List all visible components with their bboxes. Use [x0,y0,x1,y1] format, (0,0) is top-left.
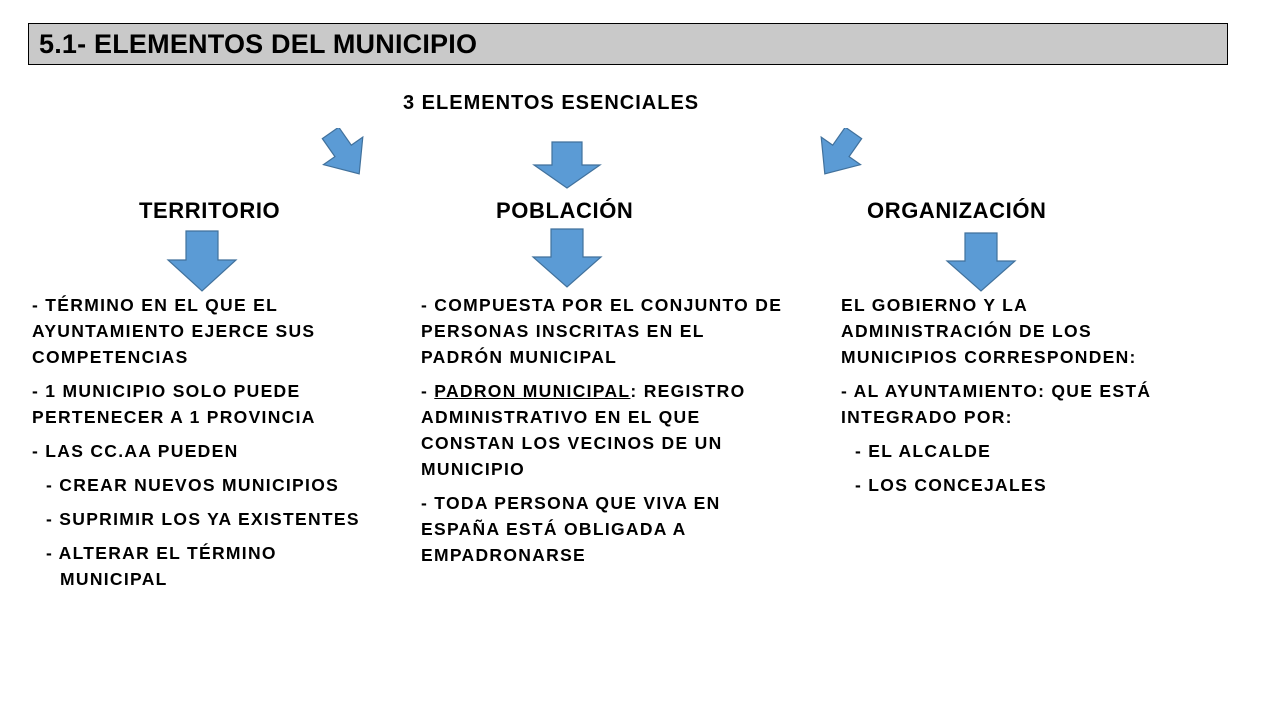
territorio-subitem-2: - SUPRIMIR LOS YA EXISTENTES [46,509,360,529]
poblacion-item-1: - COMPUESTA POR EL CONJUNTO DE PERSONAS INSCRITAS EN EL PADRÓN MUNICIPAL [421,295,783,367]
territorio-title: TERRITORIO [139,198,281,223]
arrow-to-territorio-icon [314,128,378,182]
territorio-item-3: - LAS CC.AA PUEDEN [32,441,239,461]
organizacion-column [841,292,1201,506]
territorio-item-1: - TÉRMINO EN EL QUE EL AYUNTAMIENTO EJERCE SUS COMPETENCIAS [32,295,316,367]
title-bar [28,23,1228,65]
arrow-down-poblacion-icon [531,228,603,288]
territorio-subitem-3: - ALTERAR EL TÉRMINO MUNICIPAL [46,543,277,589]
organizacion-item-1: EL GOBIERNO Y LA ADMINISTRACIÓN DE LOS MUNICIPIOS CORRESPONDEN: [841,295,1137,367]
poblacion-column [421,292,786,576]
arrow-down-territorio-icon [166,230,238,292]
organizacion-subitem-2: - LOS CONCEJALES [855,475,1047,495]
territorio-subitem-1: - CREAR NUEVOS MUNICIPIOS [46,475,340,495]
arrow-to-organizacion-icon [806,128,870,182]
territorio-column [32,292,372,600]
poblacion-title: POBLACIÓN [496,198,634,223]
page-title: 5.1- ELEMENTOS DEL MUNICIPIO [39,29,478,59]
organizacion-title: ORGANIZACIÓN [867,198,1047,223]
poblacion-item-2-definition: : REGISTRO ADMINISTRATIVO EN EL QUE CONSTAN LOS VECINOS DE UN MUNICIPIO [421,381,746,479]
padron-municipal-term: PADRON MUNICIPAL [434,381,631,401]
poblacion-item-2 [421,378,786,482]
organizacion-subitem-1: - EL ALCALDE [855,441,992,461]
arrow-to-poblacion-icon [532,141,602,189]
arrow-down-organizacion-icon [945,232,1017,292]
poblacion-item-3: - TODA PERSONA QUE VIVA EN ESPAÑA ESTÁ OBLIGADA A EMPADRONARSE [421,493,721,565]
organizacion-item-2: - AL AYUNTAMIENTO: QUE ESTÁ INTEGRADO POR: [841,381,1152,427]
territorio-item-2: - 1 MUNICIPIO SOLO PUEDE PERTENECER A 1 PROVINCIA [32,381,316,427]
diagram-heading: 3 ELEMENTOS ESENCIALES [403,92,700,114]
poblacion-item-2-prefix: - [421,381,435,401]
